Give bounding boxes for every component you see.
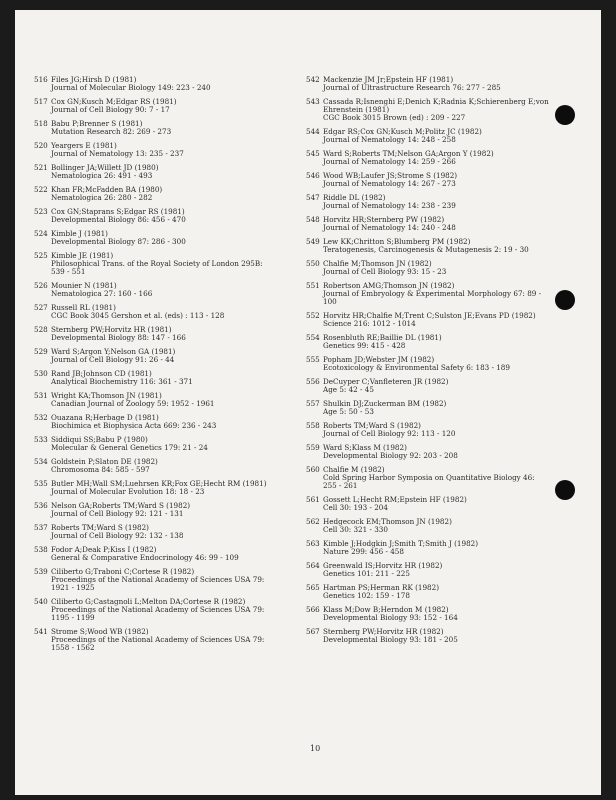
reference-line: Kimble J;Hodgkin J;Smith T;Smith J (1982) xyxy=(323,538,479,548)
reference-entry xyxy=(306,172,568,188)
reference-number: 524 xyxy=(34,228,48,238)
reference-line: Gossett L;Hecht RM;Epstein HF (1982) xyxy=(323,495,467,504)
reference-number: 531 xyxy=(34,390,48,400)
reference-entry xyxy=(34,348,304,364)
reference-number: 566 xyxy=(306,604,320,614)
reference-body xyxy=(323,260,568,276)
reference-line: Sternberg PW;Horvitz HR (1981) xyxy=(51,324,172,334)
reference-number: 559 xyxy=(306,442,320,452)
reference-line: Chalfie M (1982) xyxy=(323,464,385,474)
left-reference-column xyxy=(34,76,304,658)
reference-line: 100 xyxy=(323,297,337,307)
reference-number: 517 xyxy=(34,96,48,106)
reference-number: 541 xyxy=(34,626,48,636)
reference-number: 525 xyxy=(34,250,48,260)
reference-line: 539 - 551 xyxy=(51,267,86,277)
reference-entry xyxy=(306,334,568,350)
reference-line: Ward S;Argon Y;Nelson GA (1981) xyxy=(51,346,176,356)
reference-number: 567 xyxy=(306,626,320,636)
reference-number: 539 xyxy=(34,566,48,576)
reference-line: Science 216: 1012 - 1014 xyxy=(323,319,416,329)
reference-line: Lew KK;Chritton S;Blumberg PM (1982) xyxy=(323,236,471,246)
reference-line: Kimble J (1981) xyxy=(51,228,108,238)
reference-number: 563 xyxy=(306,538,320,548)
reference-line: Analytical Biochemistry 116: 361 - 371 xyxy=(51,376,193,386)
reference-entry xyxy=(34,142,304,158)
reference-entry xyxy=(306,422,568,438)
reference-line: 255 - 261 xyxy=(323,481,358,491)
reference-line: Goldstein P;Slaton DE (1982) xyxy=(51,456,158,466)
reference-line: Butler MH;Wall SM;Luehrsen KR;Fox GE;Hecht RM (1981) xyxy=(51,478,267,488)
reference-body xyxy=(323,172,568,188)
reference-number: 529 xyxy=(34,346,48,356)
reference-entry xyxy=(34,326,304,342)
reference-line: Journal of Nematology 14: 240 - 248 xyxy=(323,223,456,233)
reference-line: Cox GN;Kusch M;Edgar RS (1981) xyxy=(51,96,177,106)
reference-line: Mutation Research 82: 269 - 273 xyxy=(51,127,172,137)
reference-body xyxy=(51,304,304,320)
reference-number: 542 xyxy=(306,75,320,84)
reference-line: Journal of Molecular Evolution 18: 18 - 23 xyxy=(51,486,205,496)
reference-entry xyxy=(34,120,304,136)
reference-line: Wood WB;Laufer JS;Strome S (1982) xyxy=(323,171,458,181)
reference-entry xyxy=(34,436,304,452)
reference-body xyxy=(51,326,304,342)
reference-line: Molecular & General Genetics 179: 21 - 24 xyxy=(51,442,208,452)
reference-line: Ward S;Klass M (1982) xyxy=(323,442,407,452)
reference-body xyxy=(323,466,568,490)
reference-entry xyxy=(34,598,304,622)
reference-line: Popham JD;Webster JM (1982) xyxy=(323,355,435,364)
reference-line: Hartman PS;Herman RK (1982) xyxy=(323,582,440,592)
reference-line: Shulkin DJ;Zuckerman BM (1982) xyxy=(323,398,447,408)
reference-entry xyxy=(306,128,568,144)
reference-entry xyxy=(306,356,568,372)
reference-entry xyxy=(306,260,568,276)
reference-line: Journal of Nematology 14: 267 - 273 xyxy=(323,179,456,189)
reference-line: Developmental Biology 93: 181 - 205 xyxy=(323,635,458,644)
reference-number: 554 xyxy=(306,333,320,343)
reference-body xyxy=(323,194,568,210)
reference-line: Canadian Journal of Zoology 59: 1952 - 1961 xyxy=(51,398,215,408)
reference-line: Strome S;Wood WB (1982) xyxy=(51,626,149,636)
reference-line: Genetics 99: 415 - 428 xyxy=(323,341,406,351)
reference-body xyxy=(51,186,304,202)
reference-number: 536 xyxy=(34,500,48,510)
reference-entry xyxy=(306,238,568,254)
reference-entry xyxy=(34,546,304,562)
reference-entry xyxy=(306,194,568,210)
reference-line: Rosenbluth RE;Baillie DL (1981) xyxy=(323,333,442,343)
reference-body xyxy=(323,422,568,438)
reference-number: 538 xyxy=(34,544,48,554)
reference-line: Journal of Embryology & Experimental Morphology 67: 89 - xyxy=(323,289,542,299)
reference-line: Genetics 101: 211 - 225 xyxy=(323,569,410,579)
reference-body xyxy=(51,120,304,136)
reference-entry xyxy=(306,312,568,328)
reference-number: 560 xyxy=(306,464,320,474)
reference-number: 530 xyxy=(34,368,48,378)
reference-line: Philosophical Trans. of the Royal Society of London 295B: xyxy=(51,258,263,268)
reference-entry xyxy=(306,628,568,644)
reference-line: Biochimica et Biophysica Acta 669: 236 - 243 xyxy=(51,420,217,430)
reference-body xyxy=(51,524,304,540)
reference-line: Journal of Cell Biology 91: 26 - 44 xyxy=(51,355,175,364)
reference-line: Developmental Biology 88: 147 - 166 xyxy=(51,333,186,343)
reference-body xyxy=(51,164,304,180)
reference-entry xyxy=(306,282,568,306)
reference-entry xyxy=(34,628,304,652)
reference-line: Ouazana R;Herbage D (1981) xyxy=(51,412,159,422)
reference-line: Chromosoma 84: 585 - 597 xyxy=(51,464,150,474)
reference-number: 558 xyxy=(306,420,320,430)
reference-number: 551 xyxy=(306,280,320,290)
reference-number: 528 xyxy=(34,324,48,334)
reference-body xyxy=(323,540,568,556)
reference-line: Wright KA;Thomson JN (1981) xyxy=(51,390,162,400)
reference-number: 540 xyxy=(34,596,48,606)
reference-body xyxy=(323,334,568,350)
reference-entry xyxy=(34,76,304,92)
reference-entry xyxy=(34,414,304,430)
reference-line: Robertson AMG;Thomson JN (1982) xyxy=(323,280,455,290)
reference-line: Proceedings of the National Academy of Sciences USA 79: xyxy=(51,574,265,584)
reference-line: CGC Book 3045 Gershon et al. (eds) : 113 - 128 xyxy=(51,311,225,321)
reference-entry xyxy=(34,458,304,474)
reference-entry xyxy=(34,186,304,202)
reference-number: 561 xyxy=(306,495,320,504)
right-reference-column xyxy=(306,76,568,650)
reference-line: Bollinger JA;Willett JD (1980) xyxy=(51,162,159,172)
reference-entry xyxy=(34,392,304,408)
reference-body xyxy=(323,356,568,372)
reference-line: Ciliberto G;Castagnoli L;Melton DA;Cortese R (1982) xyxy=(51,596,246,606)
reference-entry xyxy=(34,98,304,114)
reference-body xyxy=(323,496,568,512)
reference-body xyxy=(51,502,304,518)
reference-body xyxy=(323,518,568,534)
reference-entry xyxy=(306,518,568,534)
reference-entry xyxy=(34,208,304,224)
reference-body xyxy=(51,370,304,386)
reference-body xyxy=(51,436,304,452)
reference-line: Journal of Cell Biology 92: 132 - 138 xyxy=(51,530,184,540)
reference-body xyxy=(323,562,568,578)
reference-line: CGC Book 3015 Brown (ed) : 209 - 227 xyxy=(323,113,466,123)
reference-line: Developmental Biology 87: 286 - 300 xyxy=(51,236,186,246)
reference-number: 526 xyxy=(34,280,48,290)
reference-entry xyxy=(306,496,568,512)
reference-number: 532 xyxy=(34,412,48,422)
reference-entry xyxy=(34,568,304,592)
reference-line: Mounier N (1981) xyxy=(51,280,117,290)
reference-number: 565 xyxy=(306,582,320,592)
reference-line: Siddiqui SS;Babu P (1980) xyxy=(51,434,148,444)
reference-entry xyxy=(34,252,304,276)
reference-line: Greenwald IS;Horvitz HR (1982) xyxy=(323,560,443,570)
reference-entry xyxy=(34,480,304,496)
reference-line: Hedgecock EM;Thomson JN (1982) xyxy=(323,516,452,526)
reference-line: Journal of Nematology 14: 238 - 239 xyxy=(323,201,456,211)
reference-number: 537 xyxy=(34,522,48,532)
reference-line: Journal of Nematology 14: 259 - 266 xyxy=(323,157,456,167)
reference-line: Age 5: 50 - 53 xyxy=(323,407,374,417)
reference-line: Mackenzie JM Jr;Epstein HF (1981) xyxy=(323,75,454,84)
reference-line: Yeargers E (1981) xyxy=(51,140,117,150)
reference-number: 556 xyxy=(306,376,320,386)
reference-body xyxy=(51,568,304,592)
reference-number: 547 xyxy=(306,193,320,203)
reference-entry xyxy=(306,562,568,578)
reference-line: Journal of Cell Biology 92: 121 - 131 xyxy=(51,508,184,518)
reference-number: 557 xyxy=(306,398,320,408)
reference-number: 552 xyxy=(306,311,320,321)
reference-body xyxy=(51,480,304,496)
reference-number: 523 xyxy=(34,206,48,216)
reference-number: 550 xyxy=(306,258,320,268)
reference-body xyxy=(323,76,568,92)
reference-body xyxy=(51,142,304,158)
reference-line: Russell RL (1981) xyxy=(51,302,116,312)
reference-number: 562 xyxy=(306,516,320,526)
reference-body xyxy=(51,76,304,92)
reference-entry xyxy=(34,524,304,540)
reference-entry xyxy=(306,76,568,92)
reference-number: 545 xyxy=(306,149,320,159)
reference-body xyxy=(323,128,568,144)
reference-line: Journal of Ultrastructure Research 76: 277 - 285 xyxy=(323,83,501,93)
reference-line: Nelson GA;Roberts TM;Ward S (1982) xyxy=(51,500,191,510)
reference-body xyxy=(323,238,568,254)
reference-line: Journal of Nematology 14: 248 - 258 xyxy=(323,135,456,145)
reference-body xyxy=(51,282,304,298)
reference-line: DeCuyper C;Vanfleteren JR (1982) xyxy=(323,376,449,386)
reference-line: Roberts TM;Ward S (1982) xyxy=(323,420,421,430)
reference-body xyxy=(51,414,304,430)
reference-line: Ciliberto G;Traboni C;Cortese R (1982) xyxy=(51,566,195,576)
reference-entry xyxy=(34,282,304,298)
reference-body xyxy=(323,584,568,600)
reference-line: Proceedings of the National Academy of Sciences USA 79: xyxy=(51,604,265,614)
reference-line: Journal of Nematology 13: 235 - 237 xyxy=(51,149,184,159)
reference-line: Nematologica 27: 160 - 166 xyxy=(51,289,153,299)
reference-number: 521 xyxy=(34,162,48,172)
document-page xyxy=(15,10,601,795)
reference-line: Cassada R;Isnenghi E;Denich K;Radnia K;Schierenberg E;von xyxy=(323,96,549,106)
reference-body xyxy=(323,606,568,622)
reference-body xyxy=(323,312,568,328)
reference-line: Developmental Biology 93: 152 - 164 xyxy=(323,613,458,623)
reference-number: 544 xyxy=(306,127,320,137)
reference-line: Nature 299: 456 - 458 xyxy=(323,547,404,557)
reference-line: Files JG;Hirsh D (1981) xyxy=(51,75,137,84)
reference-number: 546 xyxy=(306,171,320,181)
reference-body xyxy=(323,98,568,122)
reference-body xyxy=(51,546,304,562)
reference-entry xyxy=(34,502,304,518)
reference-line: Genetics 102: 159 - 178 xyxy=(323,591,410,601)
reference-body xyxy=(51,252,304,276)
reference-line: Cold Spring Harbor Symposia on Quantitative Biology 46: xyxy=(323,473,535,483)
reference-body xyxy=(51,598,304,622)
reference-line: Developmental Biology 92: 203 - 208 xyxy=(323,451,458,461)
reference-number: 564 xyxy=(306,560,320,570)
reference-body xyxy=(51,208,304,224)
reference-line: Ehrenstein (1981) xyxy=(323,105,390,115)
reference-line: Ecotoxicology & Environmental Safety 6: 183 - 189 xyxy=(323,363,510,373)
reference-entry xyxy=(34,304,304,320)
reference-line: Cell 30: 321 - 330 xyxy=(323,525,388,535)
reference-line: 1921 - 1925 xyxy=(51,582,95,592)
reference-line: 1195 - 1199 xyxy=(51,613,95,623)
reference-line: Journal of Cell Biology 93: 15 - 23 xyxy=(323,267,447,277)
reference-line: Developmental Biology 86: 456 - 470 xyxy=(51,215,186,224)
reference-entry xyxy=(306,466,568,490)
reference-entry xyxy=(306,378,568,394)
reference-line: General & Comparative Endocrinology 46: 99 - 109 xyxy=(51,552,239,562)
reference-line: Nematologica 26: 491 - 493 xyxy=(51,171,153,181)
reference-line: Ward S;Roberts TM;Nelson GA;Argon Y (1982) xyxy=(323,149,494,159)
reference-number: 548 xyxy=(306,215,320,224)
reference-body xyxy=(51,458,304,474)
reference-line: Cell 30: 193 - 204 xyxy=(323,503,388,513)
reference-entry xyxy=(306,584,568,600)
reference-line: Teratogenesis, Carcinogenesis & Mutagenesis 2: 19 - 30 xyxy=(323,245,529,255)
reference-number: 520 xyxy=(34,140,48,150)
reference-number: 534 xyxy=(34,456,48,466)
reference-body xyxy=(323,216,568,232)
reference-line: Riddle DL (1982) xyxy=(323,193,386,203)
reference-line: Horvitz HR;Sternberg PW (1982) xyxy=(323,215,445,224)
reference-entry xyxy=(306,98,568,122)
reference-line: Cox GN;Staprans S;Edgar RS (1981) xyxy=(51,206,185,216)
reference-line: Babu P;Brenner S (1981) xyxy=(51,118,143,128)
reference-line: Fodor A;Deak P;Kiss I (1982) xyxy=(51,544,157,554)
reference-body xyxy=(323,150,568,166)
reference-entry xyxy=(306,216,568,232)
reference-line: Edgar RS;Cox GN;Kusch M;Politz JC (1982) xyxy=(323,127,482,137)
reference-body xyxy=(51,392,304,408)
reference-body xyxy=(323,628,568,644)
reference-line: Horvitz HR;Chalfie M;Trent C;Sulston JE;Evans PD (1982) xyxy=(323,311,536,321)
reference-number: 518 xyxy=(34,118,48,128)
reference-entry xyxy=(34,230,304,246)
reference-entry xyxy=(306,150,568,166)
reference-entry xyxy=(34,164,304,180)
reference-number: 527 xyxy=(34,302,48,312)
reference-body xyxy=(51,348,304,364)
reference-line: Khan FR;McFadden BA (1980) xyxy=(51,184,163,194)
reference-line: Sternberg PW;Horvitz HR (1982) xyxy=(323,626,444,636)
reference-line: Age 5: 42 - 45 xyxy=(323,385,374,395)
reference-number: 522 xyxy=(34,184,48,194)
reference-body xyxy=(51,98,304,114)
reference-body xyxy=(323,444,568,460)
reference-body xyxy=(323,282,568,306)
reference-line: Roberts TM;Ward S (1982) xyxy=(51,522,149,532)
reference-line: Proceedings of the National Academy of Sciences USA 79: xyxy=(51,635,265,644)
reference-line: Journal of Cell Biology 92: 113 - 120 xyxy=(323,429,456,439)
reference-line: Journal of Cell Biology 90: 7 - 17 xyxy=(51,105,170,115)
reference-number: 549 xyxy=(306,236,320,246)
reference-number: 543 xyxy=(306,96,320,106)
reference-entry xyxy=(306,606,568,622)
reference-line: Kimble JE (1981) xyxy=(51,250,114,260)
reference-number: 533 xyxy=(34,434,48,444)
reference-entry xyxy=(306,540,568,556)
reference-body xyxy=(51,230,304,246)
reference-number: 516 xyxy=(34,75,48,84)
reference-line: Journal of Molecular Biology 149: 223 - 240 xyxy=(51,83,211,93)
reference-body xyxy=(323,378,568,394)
page-number: 10 xyxy=(310,744,321,753)
reference-line: Rand JB;Johnson CD (1981) xyxy=(51,368,152,378)
reference-number: 535 xyxy=(34,478,48,488)
reference-line: Klass M;Dow B;Herndon M (1982) xyxy=(323,604,449,614)
reference-line: 1558 - 1562 xyxy=(51,643,95,653)
reference-body xyxy=(51,628,304,652)
reference-body xyxy=(323,400,568,416)
reference-line: Nematologica 26: 280 - 282 xyxy=(51,193,153,203)
reference-entry xyxy=(306,400,568,416)
reference-entry xyxy=(34,370,304,386)
reference-entry xyxy=(306,444,568,460)
reference-line: Chalfie M;Thomson JN (1982) xyxy=(323,258,432,268)
reference-number: 555 xyxy=(306,355,320,364)
